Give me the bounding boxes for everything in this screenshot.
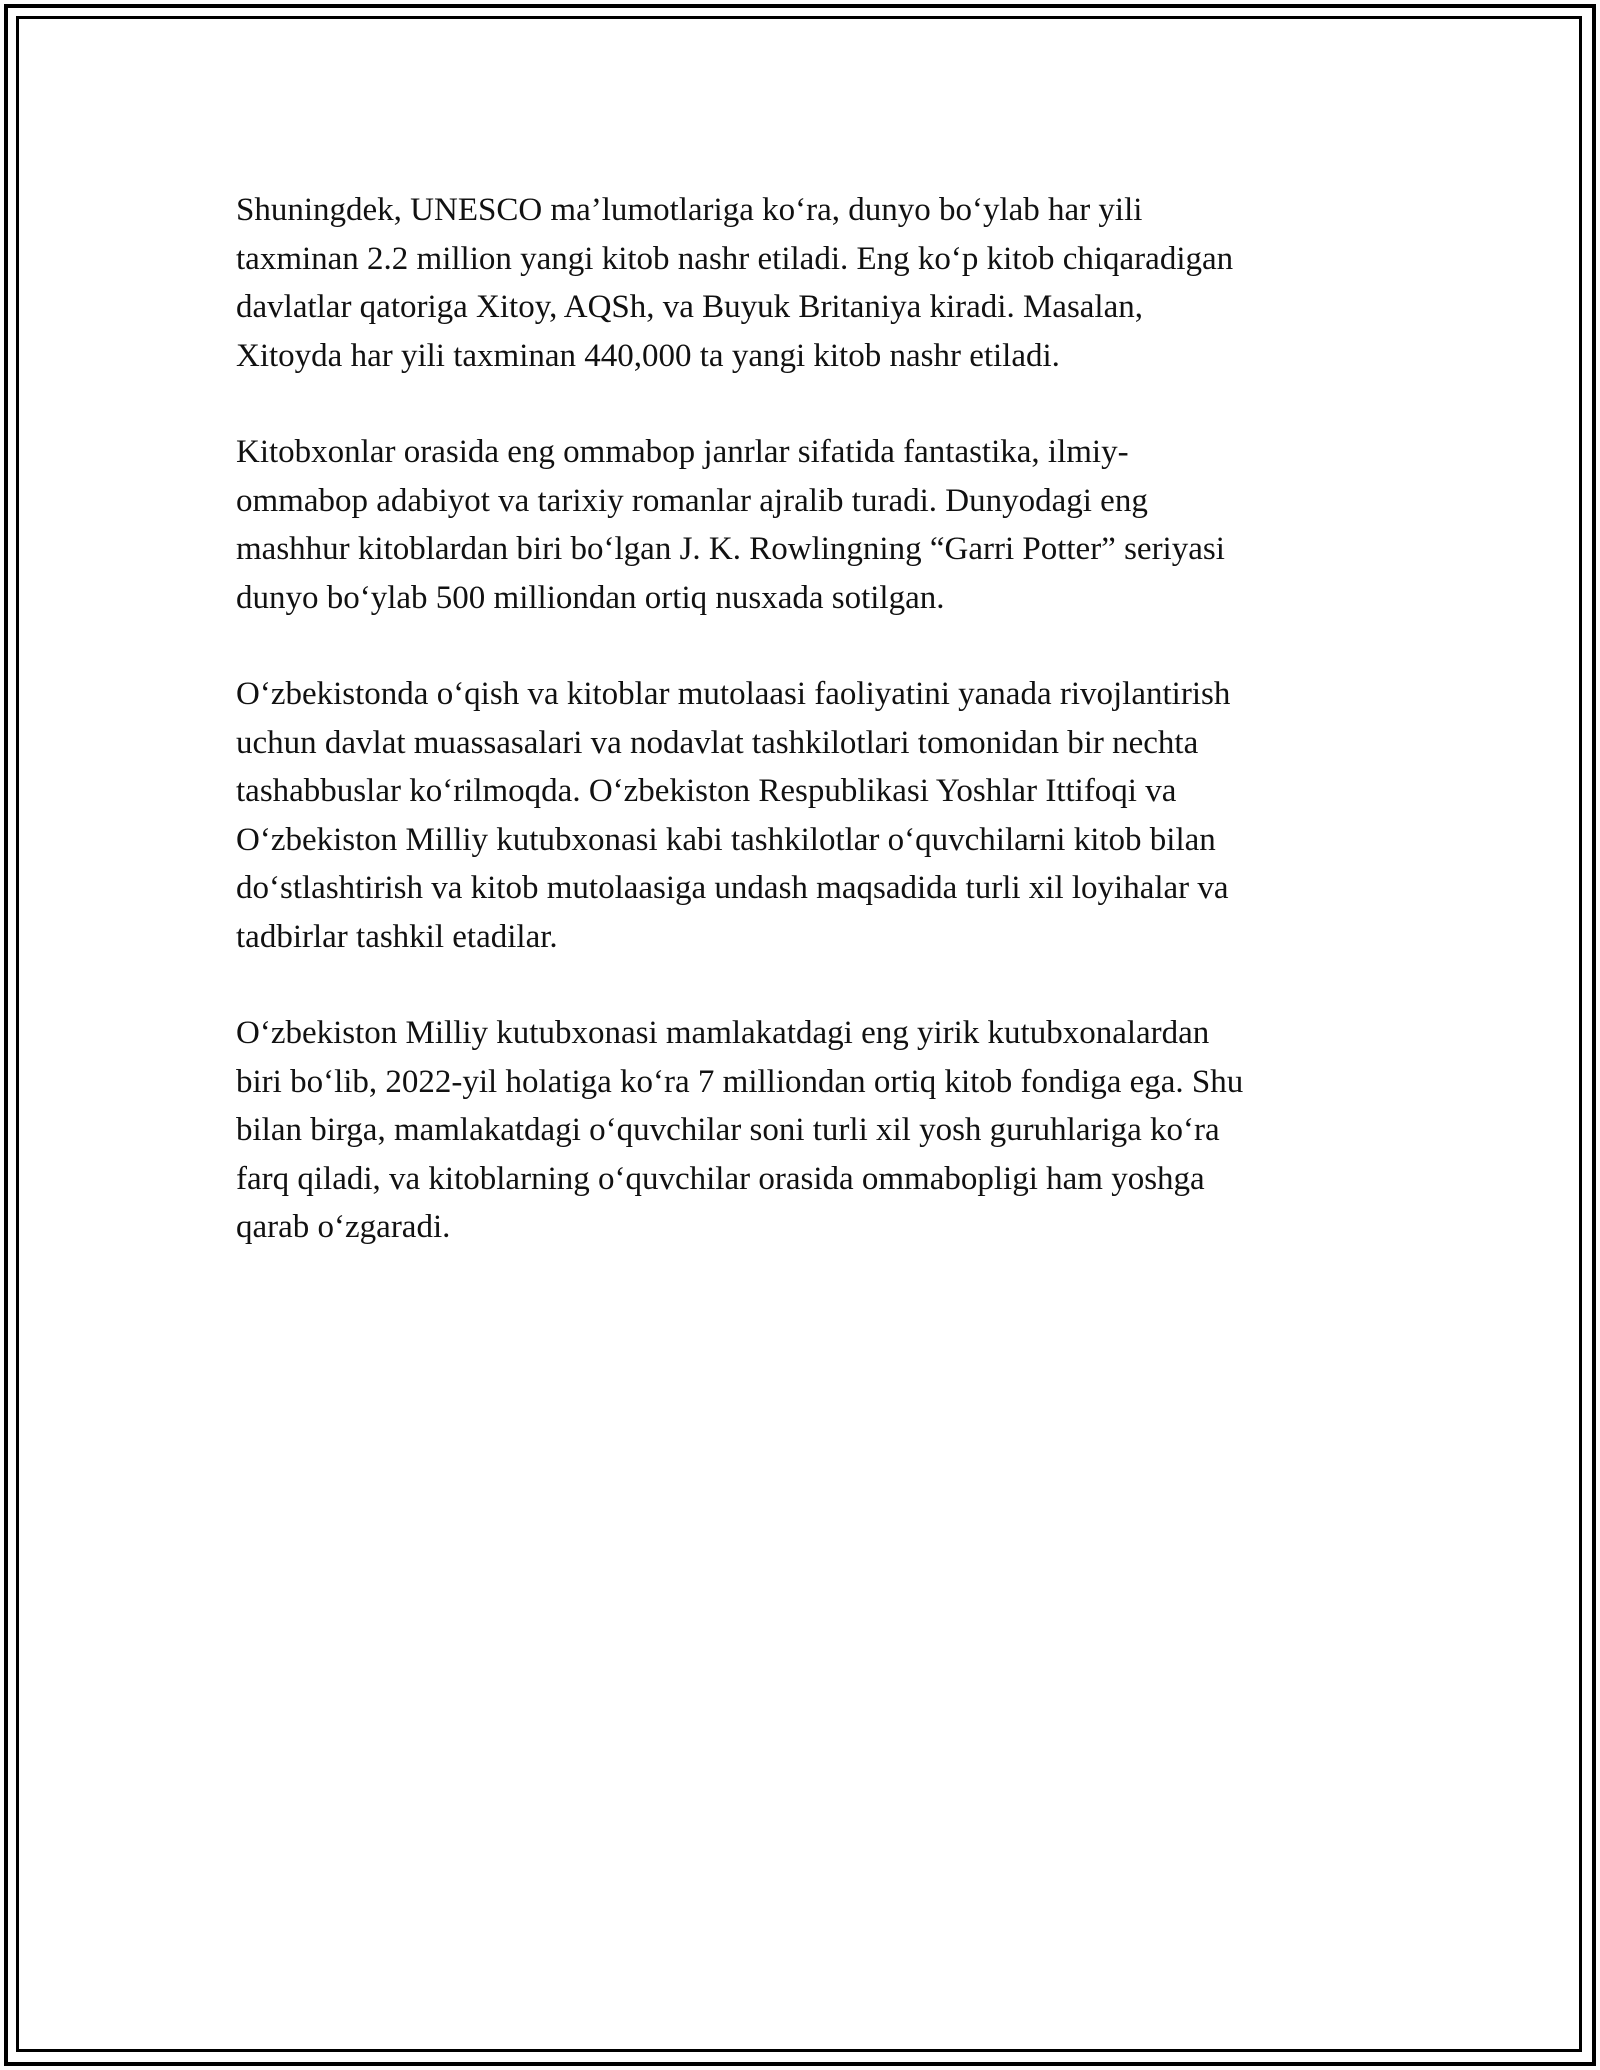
text-line: qarab o‘zgaradi. xyxy=(236,1209,451,1245)
text-line: tadbirlar tashkil etadilar. xyxy=(236,918,558,955)
text-line: tashabbuslar ko‘rilmoqda. O‘zbekiston Respublikasi Yoshlar Ittifoqi va xyxy=(236,773,1177,809)
document-body xyxy=(236,186,1376,1300)
text-line: O‘zbekistonda o‘qish va kitoblar mutolaasi faoliyatini yanada rivojlantirish xyxy=(236,676,1231,712)
text-line: Shuningdek, UNESCO ma’lumotlariga ko‘ra, dunyo bo‘ylab har yili xyxy=(236,192,1143,228)
text-line: O‘zbekiston Milliy kutubxonasi kabi tashkilotlar o‘quvchilarni kitob bilan xyxy=(236,821,1216,858)
text-line: davlatlar qatoriga Xitoy, AQSh, va Buyuk Britaniya kiradi. Masalan, xyxy=(236,289,1144,325)
text-line: ommabop adabiyot va tarixiy romanlar ajralib turadi. Dunyodagi eng xyxy=(236,482,1148,519)
text-line: dunyo bo‘ylab 500 milliondan ortiq nusxada sotilgan. xyxy=(236,579,945,616)
text-line: Xitoyda har yili taxminan 440,000 ta yangi kitob nashr etiladi. xyxy=(236,337,1060,374)
text-line: uchun davlat muassasalari va nodavlat tashkilotlari tomonidan bir nechta xyxy=(236,724,1199,761)
text-line: do‘stlashtirish va kitob mutolaasiga undash maqsadida turli xil loyihalar va xyxy=(236,870,1229,906)
text-line: mashhur kitoblardan biri bo‘lgan J. K. Rowlingning “Garri Potter” seriyasi xyxy=(236,531,1225,567)
text-line: O‘zbekiston Milliy kutubxonasi mamlakatdagi eng yirik kutubxonalardan xyxy=(236,1015,1210,1051)
paragraph-national-library xyxy=(236,1009,1376,1252)
text-line: Kitobxonlar orasida eng ommabop janrlar sifatida fantastika, ilmiy- xyxy=(236,434,1129,470)
paragraph-uzbekistan-initiatives xyxy=(236,670,1376,961)
text-line: farq qiladi, va kitoblarning o‘quvchilar orasida ommabopligi ham yoshga xyxy=(236,1160,1205,1197)
paragraph-unesco-statistics xyxy=(236,186,1376,380)
text-line: biri bo‘lib, 2022-yil holatiga ko‘ra 7 milliondan ortiq kitob fondiga ega. Shu xyxy=(236,1063,1244,1100)
text-line: taxminan 2.2 million yangi kitob nashr etiladi. Eng ko‘p kitob chiqaradigan xyxy=(236,240,1234,277)
paragraph-popular-genres xyxy=(236,428,1376,622)
text-line: bilan birga, mamlakatdagi o‘quvchilar soni turli xil yosh guruhlariga ko‘ra xyxy=(236,1112,1220,1148)
